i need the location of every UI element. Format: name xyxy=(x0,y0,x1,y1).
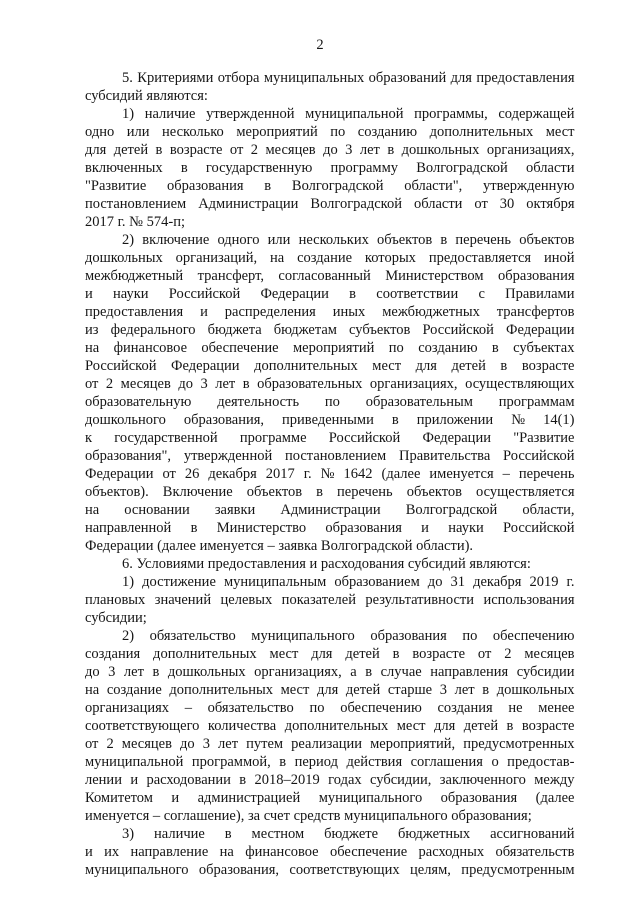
text-line: организациях – обязательство по обеспечению создания не менее xyxy=(85,700,575,716)
text-line: одно или несколько мероприятий по созданию дополнительных мест xyxy=(85,124,575,140)
text-line: и их направление на финансовое обеспечение расходных обязательств xyxy=(85,844,575,860)
text-line: межбюджетный трансферт, согласованный Министерством образования xyxy=(85,268,575,284)
text-line: включенных в государственную программу Волгоградской области xyxy=(85,160,575,176)
text-line: 1) достижение муниципальным образованием до 31 декабря 2019 г. xyxy=(122,574,575,590)
text-line: Комитетом и администрацией муниципального образования (далее xyxy=(85,790,575,806)
text-line: от 2 месяцев до 3 лет путем реализации мероприятий, предусмотренных xyxy=(85,736,575,752)
text-line: объектов). Включение объектов в перечень объектов осуществляется xyxy=(85,484,575,500)
text-line: на основании заявки Администрации Волгоградской области, xyxy=(85,502,575,518)
text-line: для детей в возрасте от 2 месяцев до 3 лет в дошкольных организациях, xyxy=(85,142,575,158)
text-line: от 2 месяцев до 3 лет в образовательных организациях, осуществляющих xyxy=(85,376,575,392)
text-line: муниципального образования, соответствующих целям, предусмотренным xyxy=(85,862,575,878)
text-line: Федерации (далее именуется – заявка Волгоградской области). xyxy=(85,538,474,554)
text-line: до 3 лет в дошкольных организациях, а в случае направления субсидии xyxy=(85,664,575,680)
clause-6-2 xyxy=(85,627,575,825)
clause-5 xyxy=(85,69,575,105)
text-line: дошкольных организаций, на создание которых предоставляется иной xyxy=(85,250,575,266)
text-line: образования", утвержденной постановлением Правительства Российской xyxy=(85,448,575,464)
text-line: муниципальной программой, в период действия соглашения о предостав- xyxy=(85,754,575,770)
text-line: 1) наличие утвержденной муниципальной программы, содержащей xyxy=(122,106,575,122)
text-line: 6. Условиями предоставления и расходования субсидий являются: xyxy=(122,556,531,572)
text-line: "Развитие образования в Волгоградской области", утвержденную xyxy=(85,178,575,194)
text-line: плановых значений целевых показателей результативности использования xyxy=(85,592,575,608)
text-line: дошкольного образования, приведенными в приложении № 14(1) xyxy=(85,412,575,428)
document-body xyxy=(85,69,575,879)
page-number: 2 xyxy=(316,37,324,53)
text-line: направленной в Министерство образования и науки Российской xyxy=(85,520,575,536)
text-line: соответствующего количества дополнительных мест для детей в возрасте xyxy=(85,718,575,734)
clause-5-2 xyxy=(85,231,575,555)
text-line: предоставления и распределения иных межбюджетных трансфертов xyxy=(85,304,575,320)
text-line: создания дополнительных мест для детей в возрасте от 2 месяцев xyxy=(85,646,575,662)
text-line: из федерального бюджета бюджетам субъектов Российской Федерации xyxy=(85,322,575,338)
text-line: субсидий являются: xyxy=(85,88,208,104)
text-line: и науки Российской Федерации в соответствии с Правилами xyxy=(85,286,575,302)
text-line: на создание дополнительных мест для детей старше 3 лет в дошкольных xyxy=(85,682,575,698)
text-line: Федерации от 26 декабря 2017 г. № 1642 (далее именуется – перечень xyxy=(85,466,575,482)
text-line: 2) обязательство муниципального образования по обеспечению xyxy=(122,628,575,644)
text-line: именуется – соглашение), за счет средств муниципального образования; xyxy=(85,808,532,824)
clause-6 xyxy=(85,555,575,573)
text-line: субсидии; xyxy=(85,610,147,626)
text-line: Российской Федерации дополнительных мест для детей в возрасте xyxy=(85,358,575,374)
clause-6-3 xyxy=(85,825,575,879)
text-line: постановлением Администрации Волгоградской области от 30 октября xyxy=(85,196,575,212)
clause-5-1 xyxy=(85,105,575,231)
text-line: образовательную деятельность по образовательным программам xyxy=(85,394,575,410)
clause-6-1 xyxy=(85,573,575,627)
text-line: лении и расходовании в 2018–2019 годах субсидии, заключенного между xyxy=(85,772,575,788)
text-line: к государственной программе Российской Федерации "Развитие xyxy=(85,430,575,446)
text-line: на финансовое обеспечение мероприятий по созданию в субъектах xyxy=(85,340,575,356)
text-line: 2017 г. № 574-п; xyxy=(85,214,186,230)
text-line: 2) включение одного или нескольких объектов в перечень объектов xyxy=(122,232,575,248)
text-line: 5. Критериями отбора муниципальных образований для предоставления xyxy=(122,70,575,86)
text-line: 3) наличие в местном бюджете бюджетных ассигнований xyxy=(122,826,575,842)
